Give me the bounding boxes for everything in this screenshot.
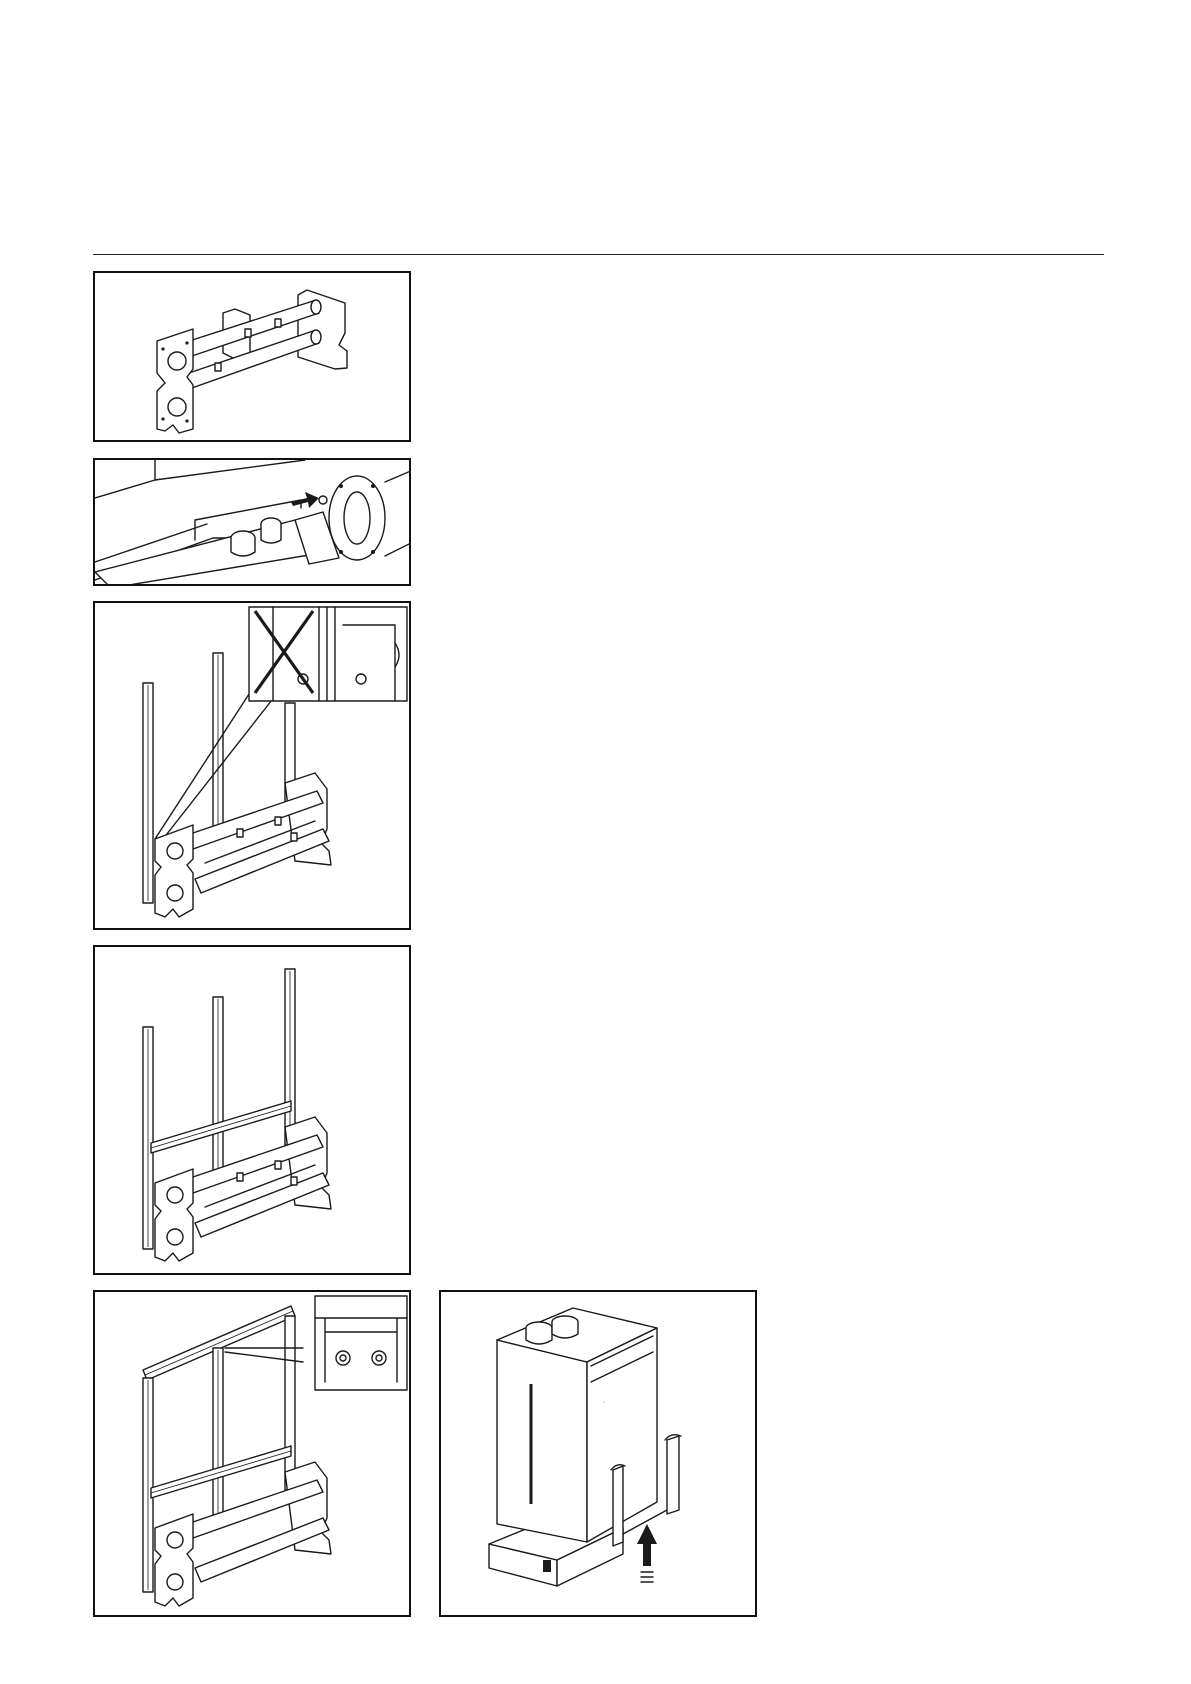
figure-pipe-connection xyxy=(93,458,411,586)
figure-frame-top-rail xyxy=(93,1290,411,1617)
arrow-right-icon xyxy=(291,492,319,508)
figure-boiler-lift xyxy=(439,1290,757,1617)
figure-manifold-frame xyxy=(93,271,411,442)
svg-text:·: · xyxy=(603,1399,606,1406)
header-rule xyxy=(93,254,1104,255)
arrow-up-icon xyxy=(637,1524,657,1582)
figure-frame-uprights-wrong xyxy=(93,601,411,930)
figure-frame-crossbar xyxy=(93,945,411,1275)
